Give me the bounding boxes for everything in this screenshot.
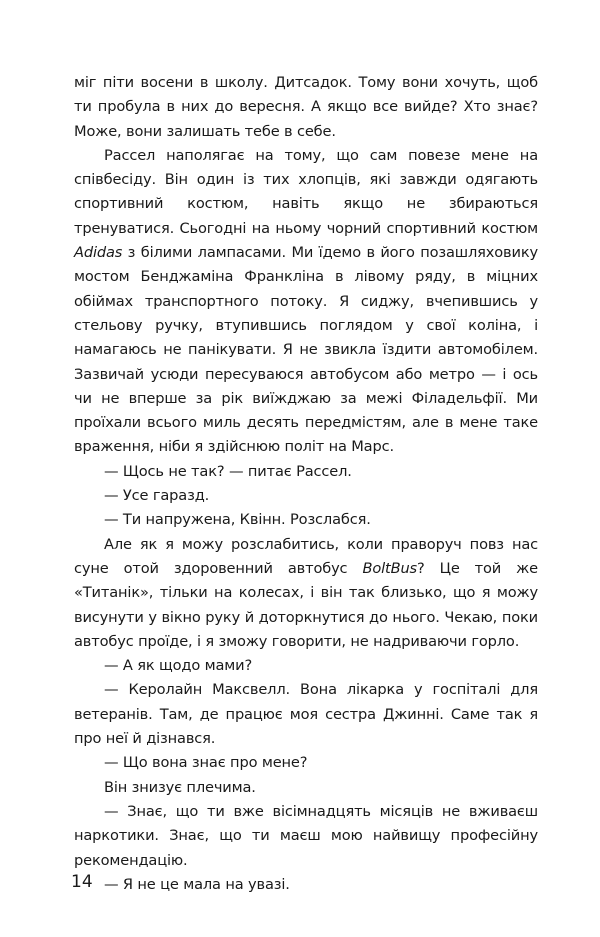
- dialogue-line: — Усе гаразд.: [104, 487, 210, 505]
- dialogue-line: — Я не це мала на увазі.: [104, 875, 290, 893]
- dialogue-line: — Щось не так? — питає Рассел.: [104, 462, 352, 480]
- paragraph: Але як я можу розслабитись, коли праворуч повз нас суне отой здоровенний автобус BoltBus? Це той же «Титанік», тільки на колесах, і він так близько, що я можу висунути у вікно руку й доторкнутися до нього. Чекаю, поки автобус проїде, і я зможу говорити, не надриваючи горло.: [74, 535, 538, 650]
- body-text: [74, 71, 538, 897]
- dialogue-line: — Ти напружена, Квінн. Розслабся.: [104, 511, 371, 529]
- paragraph: Він знизує плечима.: [104, 778, 256, 796]
- paragraph: Рассел наполягає на тому, що сам повезе мене на співбесіду. Він один із тих хлопців, які завжди одягають спортивний костюм, навіть якщо не збираються тренуватися. Сьогодні на ньому чорний спортивний костюм Adidas з білими лампасами. Ми їдемо в його позашляховику мостом Бенджаміна Франкліна в лівому ряду, в міцних обіймах транспортного потоку. Я сиджу, вчепившись у стельову ручку, втупившись поглядом у свої коліна, і намагаюсь не панікувати. Я не звикла їздити автомобілем. Зазвичай усюди пересуваюся автобусом або метро — і ось чи не вперше за рік виїжджаю за межі Філадельфії. Ми проїхали всього миль десять передмістям, але в мене таке враження, ніби я здійснюю політ на Марс.: [74, 146, 538, 456]
- dialogue-line: — Керолайн Максвелл. Вона лікарка у госпіталі для ветеранів. Там, де працює моя сестра Джинні. Саме так я про неї й дізнався.: [74, 681, 538, 748]
- dialogue-line: — А як щодо мами?: [104, 657, 253, 675]
- dialogue-line: — Що вона знає про мене?: [104, 754, 308, 772]
- page-number: 14: [71, 872, 93, 892]
- paragraph: міг піти восени в школу. Дитсадок. Тому вони хочуть, щоб ти пробула в них до вересня. А якщо все вийде? Хто знає? Може, вони залишать тебе в себе.: [74, 74, 538, 140]
- dialogue-line: — Знає, що ти вже вісімнадцять місяців не вживаєш наркотики. Знає, що ти маєш мою найвищу професійну рекомендацію.: [74, 802, 538, 869]
